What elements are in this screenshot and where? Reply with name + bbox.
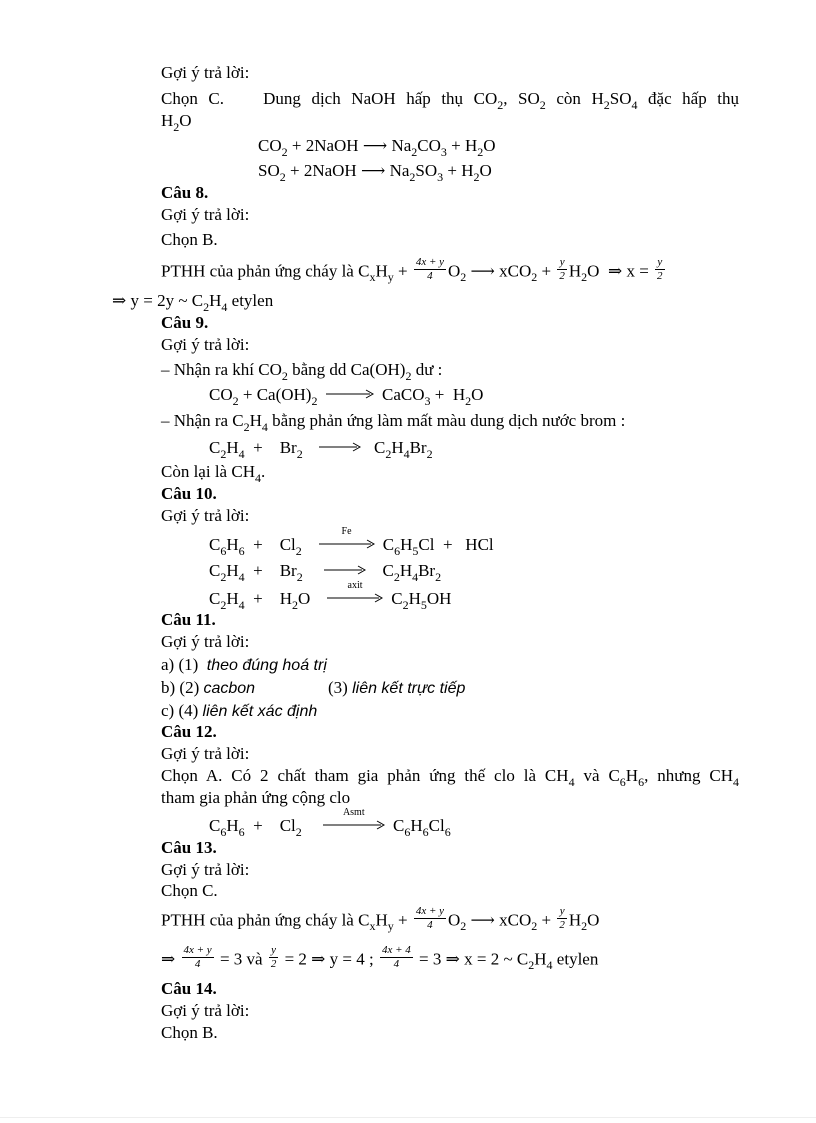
q13-combustion-equation: PTHH của phản ứng cháy là $C_xH_y$ + $\frac{4x + y}{4}$ $O_2$ ⟶ xCO$_2$ + $\frac{y}{2}$ $H_2O$	[161, 905, 600, 934]
hint-label-q8: Gợi ý trả lời:	[161, 205, 250, 224]
q9-title: Câu 9.	[161, 313, 209, 332]
hint-label-q11: Gợi ý trả lời:	[161, 632, 250, 651]
q12-title: Câu 12.	[161, 722, 217, 741]
q8-title: Câu 8.	[161, 183, 209, 202]
q10-equation-1: $C_6H_6$ + $Cl_2$ Fe $C_6H_5Cl$ + HCl	[209, 526, 494, 558]
q9-equation-1: $CO_2 + Ca(OH)_2$ CaCO$_3$ + $H_2O$	[209, 385, 484, 408]
q8-result: ⇒ y = 2y ~ $C_2H_4$ etylen	[112, 291, 274, 314]
q11-answer-b3: (3) liên kết trực tiếp	[328, 678, 466, 697]
q9-equation-2: $C_2H_4$ + $Br_2$ $C_2H_4Br_2$	[209, 438, 433, 461]
q7-answer-line: Chọn C. Dung dịch NaOH hấp thụ $CO_2$, $SO_2$ còn $H_2SO_4$ đặc hấp thụ	[161, 89, 740, 112]
hint-label-q14: Gợi ý trả lời:	[161, 1001, 250, 1020]
q10-title: Câu 10.	[161, 484, 217, 503]
q12-answer-line-2: tham gia phản ứng cộng clo	[161, 788, 351, 807]
q12-equation: $C_6H_6$ + $Cl_2$ Asmt $C_6H_6Cl_6$	[209, 807, 451, 839]
q9-remaining: Còn lại là $CH_4$.	[161, 462, 266, 485]
q13-title: Câu 13.	[161, 838, 217, 857]
page-bottom-divider	[0, 1117, 816, 1118]
q11-title: Câu 11.	[161, 610, 216, 629]
q11-answer-b: b) (2) cacbon	[161, 678, 256, 697]
q9-identify-co2: – Nhận ra khí $CO_2$ bằng dd $Ca(OH)_2$ dư :	[161, 360, 443, 383]
q11-answer-a: a) (1) theo đúng hoá trị	[161, 655, 327, 674]
hint-label-q12: Gợi ý trả lời:	[161, 744, 250, 763]
q13-choice: Chọn C.	[161, 881, 218, 900]
hint-label-q10: Gợi ý trả lời:	[161, 506, 250, 525]
q9-identify-c2h4: – Nhận ra $C_2H_4$ bằng phản ứng làm mất màu dung dịch nước brom :	[161, 411, 626, 434]
q10-equation-3: $C_2H_4$ + $H_2O$ axit $C_2H_5OH$	[209, 580, 452, 612]
q14-choice: Chọn B.	[161, 1023, 218, 1042]
q8-choice: Chọn B.	[161, 230, 218, 249]
q7-answer-line-cont: $H_2O$	[161, 111, 192, 134]
q13-result: ⇒ $\frac{4x + y}{4}$ = 3 và $\frac{y}{2}$ = 2 ⇒ y = 4 ; $\frac{4x + 4}{4}$ = 3 ⇒ x = 2 ~ $C_2H_4$ etylen	[161, 944, 599, 973]
q11-answer-c: c) (4) liên kết xác định	[161, 701, 318, 720]
hint-label-q9: Gợi ý trả lời:	[161, 335, 250, 354]
q7-equation-1: $CO_2$ + 2NaOH ⟶ $Na_2CO_3 + H_2O$	[258, 136, 496, 159]
q10-equation-2: $C_2H_4$ + $Br_2$ $C_2H_4Br_2$	[209, 561, 442, 584]
q14-title: Câu 14.	[161, 979, 217, 998]
hint-label-q13: Gợi ý trả lời:	[161, 860, 250, 879]
q8-combustion-equation: PTHH của phản ứng cháy là $C_xH_y$ + $\frac{4x + y}{4}$ $O_2$ ⟶ xCO$_2$ + $\frac{y}{2}$ $H_2O$ ⇒ x = $\frac{y}{2}$	[161, 256, 663, 285]
hint-label-q7: Gợi ý trả lời:	[161, 63, 250, 82]
q7-equation-2: $SO_2$ + 2NaOH ⟶ $Na_2SO_3 + H_2O$	[258, 161, 492, 184]
q12-answer-line-1: Chọn A. Có 2 chất tham gia phản ứng thế clo là $CH_4$ và $C_6H_6$, nhưng $CH_4$	[161, 766, 739, 789]
